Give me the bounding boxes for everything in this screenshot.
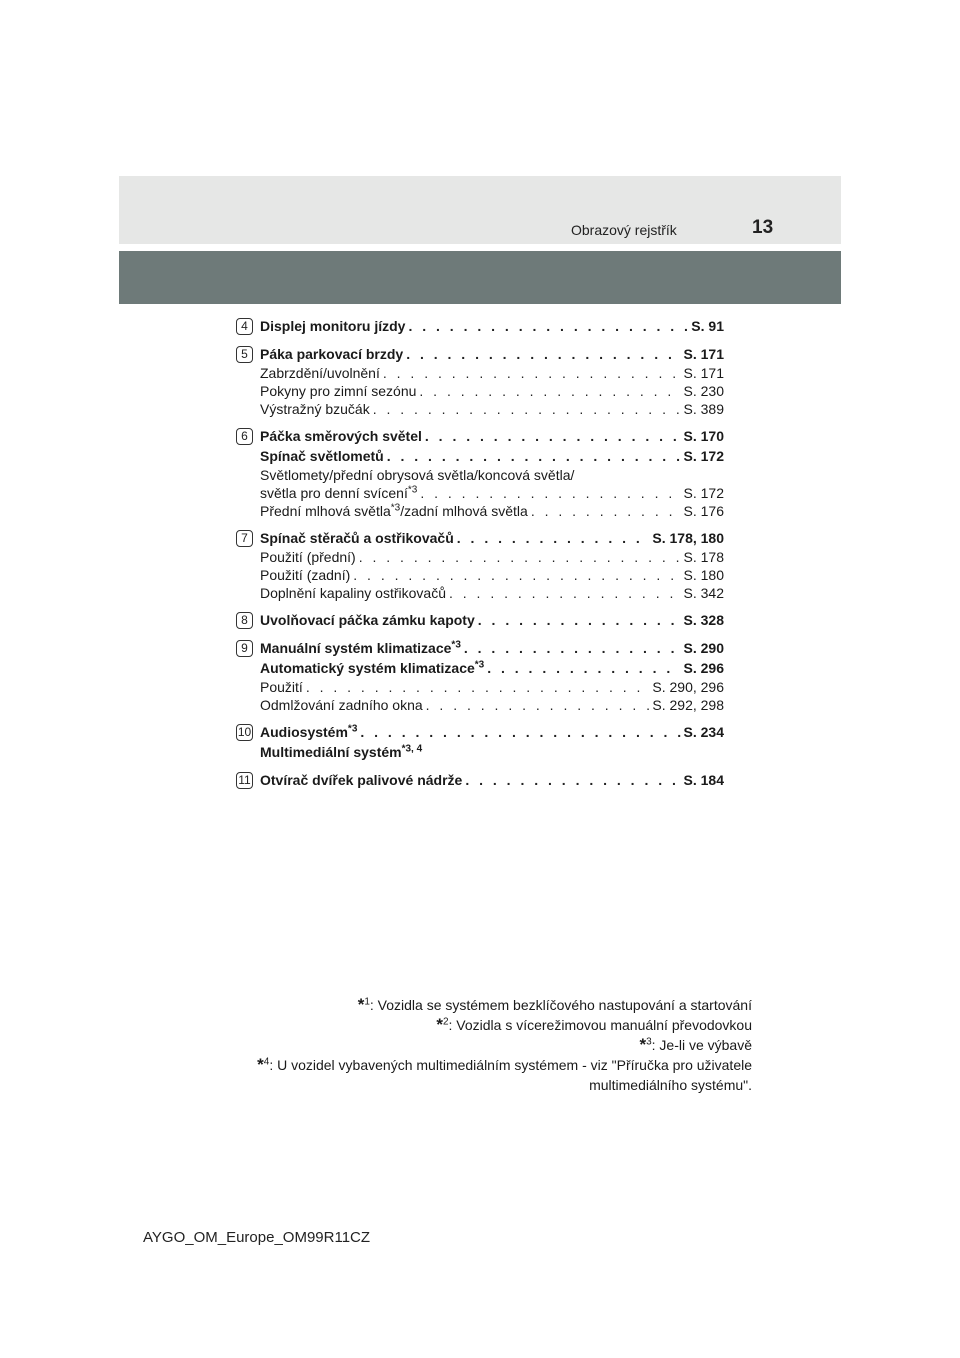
entry-text: Displej monitoru jízdy <box>260 318 406 334</box>
index-group <box>236 638 724 714</box>
item-number-badge: 11 <box>236 772 253 789</box>
footnote-star: * <box>257 1055 264 1074</box>
entry-label <box>260 382 416 400</box>
page-reference: S. 292, 298 <box>652 697 724 713</box>
footnote-ref: *3 <box>347 723 358 735</box>
page-reference: S. 171 <box>683 346 724 362</box>
footnote <box>192 1015 752 1035</box>
entry-text: světla pro denní svícení <box>260 485 408 501</box>
entry-label <box>260 502 528 520</box>
leader-dots <box>408 316 688 336</box>
index-entry[interactable] <box>260 722 724 742</box>
item-number-badge: 4 <box>236 318 253 335</box>
index-entry[interactable] <box>260 484 724 502</box>
leader-dots <box>531 502 681 520</box>
entry-text: Použití <box>260 679 303 695</box>
entry-text: Automatický systém klimatizace <box>260 660 475 676</box>
footnote-text: : U vozidel vybavených multimediálním systémem - viz "Příručka pro uživatele multimediálního systému". <box>269 1057 752 1093</box>
leader-dots <box>387 446 681 466</box>
entry-label <box>260 446 384 466</box>
index-entry[interactable] <box>260 548 724 566</box>
footnote-number: 2 <box>442 1016 449 1028</box>
page-reference: S. 290 <box>683 640 724 656</box>
index-group <box>236 316 724 336</box>
footnote-star: * <box>357 995 365 1014</box>
footnote-ref: *3 <box>390 502 401 514</box>
entry-label <box>260 678 303 696</box>
entry-text: Odmlžování zadního okna <box>260 697 423 713</box>
entry-text: Pokyny pro zimní sezónu <box>260 383 417 399</box>
index-entry[interactable] <box>260 364 724 382</box>
entry-text: Spínač světlometů <box>260 448 384 464</box>
page-reference: S. 178, 180 <box>652 530 724 546</box>
index-entry[interactable] <box>260 658 724 678</box>
footnote-ref: *3 <box>451 639 461 651</box>
entry-label <box>260 696 423 714</box>
entry-text: Zabrzdění/uvolnění <box>260 365 380 381</box>
item-number-badge: 8 <box>236 612 253 629</box>
leader-dots <box>449 584 681 602</box>
document-id: AYGO_OM_Europe_OM99R11CZ <box>143 1229 371 1246</box>
leader-dots <box>373 400 681 418</box>
entry-text-after: /zadní mlhová světla <box>400 503 528 519</box>
leader-dots <box>457 528 650 548</box>
index-entry[interactable] <box>260 502 724 520</box>
index-entry[interactable] <box>260 382 724 400</box>
item-number-badge: 7 <box>236 530 253 547</box>
index-entry[interactable] <box>260 344 724 364</box>
footnote-number: 4 <box>263 1056 270 1068</box>
header-band <box>119 251 841 304</box>
entry-label <box>260 658 484 678</box>
footnote-number: 3 <box>646 1036 652 1048</box>
page-reference: S. 230 <box>683 383 724 399</box>
leader-dots <box>419 382 680 400</box>
entry-label <box>260 316 405 336</box>
footnote <box>192 995 752 1015</box>
leader-dots <box>360 722 680 742</box>
page-reference: S. 171 <box>683 365 724 381</box>
entry-text: Výstražný bzučák <box>260 401 370 417</box>
page-reference: S. 184 <box>683 772 724 788</box>
leader-dots <box>465 770 680 790</box>
index-content <box>236 316 724 798</box>
page-reference: S. 389 <box>683 401 724 417</box>
page-reference: S. 290, 296 <box>652 679 724 695</box>
leader-dots <box>426 696 650 714</box>
footnote <box>192 1055 752 1095</box>
page-reference: S. 234 <box>683 724 724 740</box>
entry-text: Otvírač dvířek palivové nádrže <box>260 772 463 788</box>
item-number-badge: 5 <box>236 346 253 363</box>
footnote-text: : Je-li ve výbavě <box>651 1037 752 1053</box>
index-entry[interactable] <box>260 584 724 602</box>
entry-label <box>260 584 446 602</box>
footnotes <box>192 995 752 1095</box>
page-number: 13 <box>752 217 774 238</box>
page-reference: S. 176 <box>683 503 724 519</box>
entry-label <box>260 742 422 762</box>
leader-dots <box>406 344 680 364</box>
index-group <box>236 610 724 630</box>
item-number-badge: 10 <box>237 725 252 739</box>
footnote-text: : Vozidla s vícerežimovou manuální převodovkou <box>448 1017 752 1033</box>
entry-label <box>260 566 350 584</box>
index-entry[interactable] <box>260 426 724 446</box>
leader-dots <box>306 678 650 696</box>
index-group <box>236 344 724 418</box>
entry-label <box>260 400 370 418</box>
index-entry[interactable] <box>260 696 724 714</box>
header-bar <box>119 176 841 244</box>
footnote-star: * <box>639 1035 647 1054</box>
page-reference: S. 328 <box>683 612 724 628</box>
footnote-star: * <box>436 1015 443 1034</box>
entry-text: Doplnění kapaliny ostřikovačů <box>260 585 446 601</box>
index-entry[interactable] <box>260 770 724 790</box>
footnote-number: 1 <box>364 996 370 1008</box>
entry-label <box>260 722 357 742</box>
footnote-ref: *3 <box>474 659 485 671</box>
entry-text: Světlomety/přední obrysová světla/koncová světla/ <box>260 467 575 483</box>
entry-label <box>260 528 454 548</box>
index-group <box>236 528 724 602</box>
entry-label <box>260 638 461 658</box>
leader-dots <box>359 548 681 566</box>
index-entry[interactable] <box>260 528 724 548</box>
footnote-text: : Vozidla se systémem bezklíčového nastupování a startování <box>369 997 752 1013</box>
leader-dots <box>478 610 681 630</box>
index-entry[interactable] <box>260 610 724 630</box>
entry-label <box>260 344 403 364</box>
entry-label <box>260 467 574 483</box>
leader-dots <box>464 638 681 658</box>
entry-label <box>260 364 380 382</box>
entry-text: Přední mlhová světla <box>260 503 391 519</box>
page-reference: S. 180 <box>683 567 724 583</box>
index-group <box>236 770 724 790</box>
entry-text: Páčka směrových světel <box>260 428 422 444</box>
entry-text: Multimediální systém <box>260 744 402 760</box>
leader-dots <box>487 658 680 678</box>
page-reference: S. 91 <box>691 318 724 334</box>
leader-dots <box>420 484 680 502</box>
page-reference: S. 342 <box>683 585 724 601</box>
footnote <box>192 1035 752 1055</box>
entry-text: Uvolňovací páčka zámku kapoty <box>260 612 475 628</box>
index-entry[interactable] <box>260 638 724 658</box>
page-reference: S. 178 <box>683 549 724 565</box>
page-reference: S. 172 <box>683 448 724 464</box>
index-entry[interactable] <box>260 446 724 466</box>
index-group <box>236 722 724 762</box>
index-group <box>236 426 724 520</box>
index-entry[interactable] <box>260 466 724 484</box>
item-number-badge: 6 <box>236 428 253 445</box>
entry-text: Spínač stěračů a ostřikovačů <box>260 530 454 546</box>
entry-text: Manuální systém klimatizace <box>260 640 452 656</box>
entry-text: Použití (přední) <box>260 549 356 565</box>
index-entry[interactable] <box>260 678 724 696</box>
index-entry[interactable] <box>260 316 724 336</box>
footnote-ref: *3 <box>407 484 418 496</box>
entry-text: Použití (zadní) <box>260 567 351 583</box>
entry-label <box>260 426 422 446</box>
index-entry[interactable] <box>260 400 724 418</box>
page-reference: S. 172 <box>683 485 724 501</box>
page-reference: S. 296 <box>683 660 724 676</box>
page-title: Obrazový rejstřík <box>571 222 677 238</box>
entry-label <box>260 484 417 502</box>
footnote-ref: *3, 4 <box>401 743 423 755</box>
leader-dots <box>383 364 681 382</box>
entry-text: Páka parkovací brzdy <box>260 346 404 362</box>
entry-label <box>260 610 475 630</box>
leader-dots <box>353 566 680 584</box>
page-reference: S. 170 <box>683 428 724 444</box>
item-number-badge: 9 <box>236 640 253 657</box>
index-entry[interactable] <box>260 742 724 762</box>
leader-dots <box>425 426 681 446</box>
entry-label <box>260 548 356 566</box>
index-entry[interactable] <box>260 566 724 584</box>
entry-text: Audiosystém <box>260 724 348 740</box>
entry-label <box>260 770 462 790</box>
